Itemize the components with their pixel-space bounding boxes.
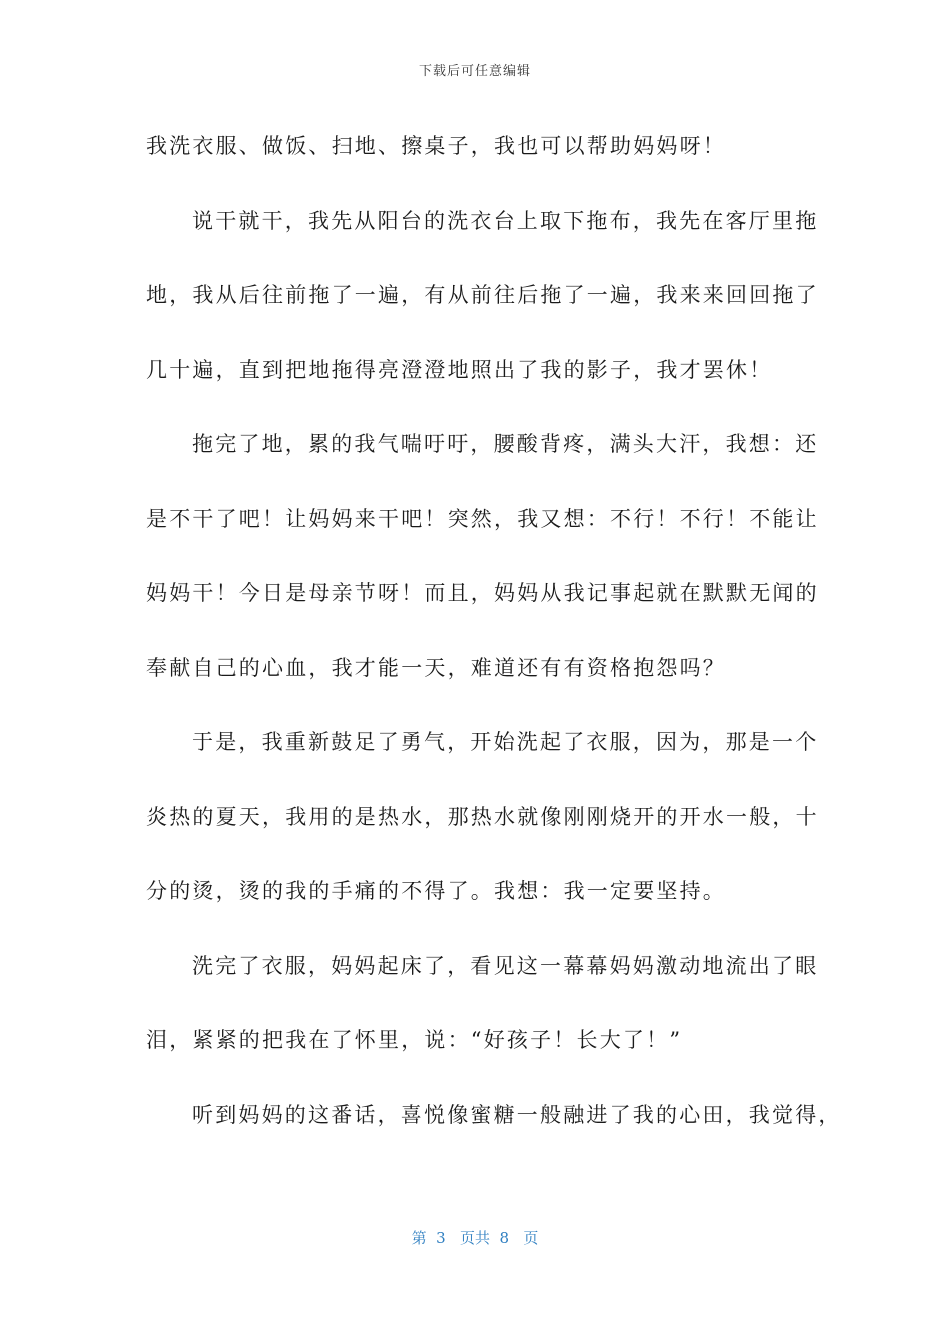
text-line: 分的烫，烫的我的手痛的不得了。我想：我一定要坚持。 [146,879,726,903]
text-line: 妈妈干！今日是母亲节呀！而且，妈妈从我记事起就在默默无闻的 [146,581,819,605]
document-body [146,128,842,1171]
text-line: 我洗衣服、做饭、扫地、擦桌子，我也可以帮助妈妈呀！ [146,134,726,158]
text-line: 拖完了地，累的我气喘吁吁，腰酸背疼，满头大汗，我想：还 [192,432,819,456]
text-line: 几十遍，直到把地拖得亮澄澄地照出了我的影子，我才罢休！ [146,357,773,382]
text-line: 是不干了吧！让妈妈来干吧！突然，我又想：不行！不行！不能让 [146,506,819,531]
text-line: 说干就干，我先从阳台的洗衣台上取下拖布，我先在客厅里拖 [192,208,819,233]
page-header: 下载后可任意编辑 [418,64,531,79]
text-line: 泪，紧紧的把我在了怀里，说：“好孩子！长大了！” [146,1028,683,1052]
text-line: 奉献自己的心血，我才能一天，难道还有有资格抱怨吗？ [146,655,726,680]
text-line: 地，我从后往前拖了一遍，有从前往后拖了一遍，我来来回回拖了 [146,283,819,307]
text-line: 于是，我重新鼓足了勇气，开始洗起了衣服，因为，那是一个 [192,730,819,754]
text-line: 听到妈妈的这番话，喜悦像蜜糖一般融进了我的心田，我觉得， [192,1102,842,1127]
text-line: 洗完了衣服，妈妈起床了，看见这一幕幕妈妈激动地流出了眼 [192,953,819,978]
page-number-footer: 第 3 页共 8 页 [411,1229,539,1247]
text-line: 炎热的夏天，我用的是热水，那热水就像刚刚烧开的开水一般，十 [146,804,819,829]
